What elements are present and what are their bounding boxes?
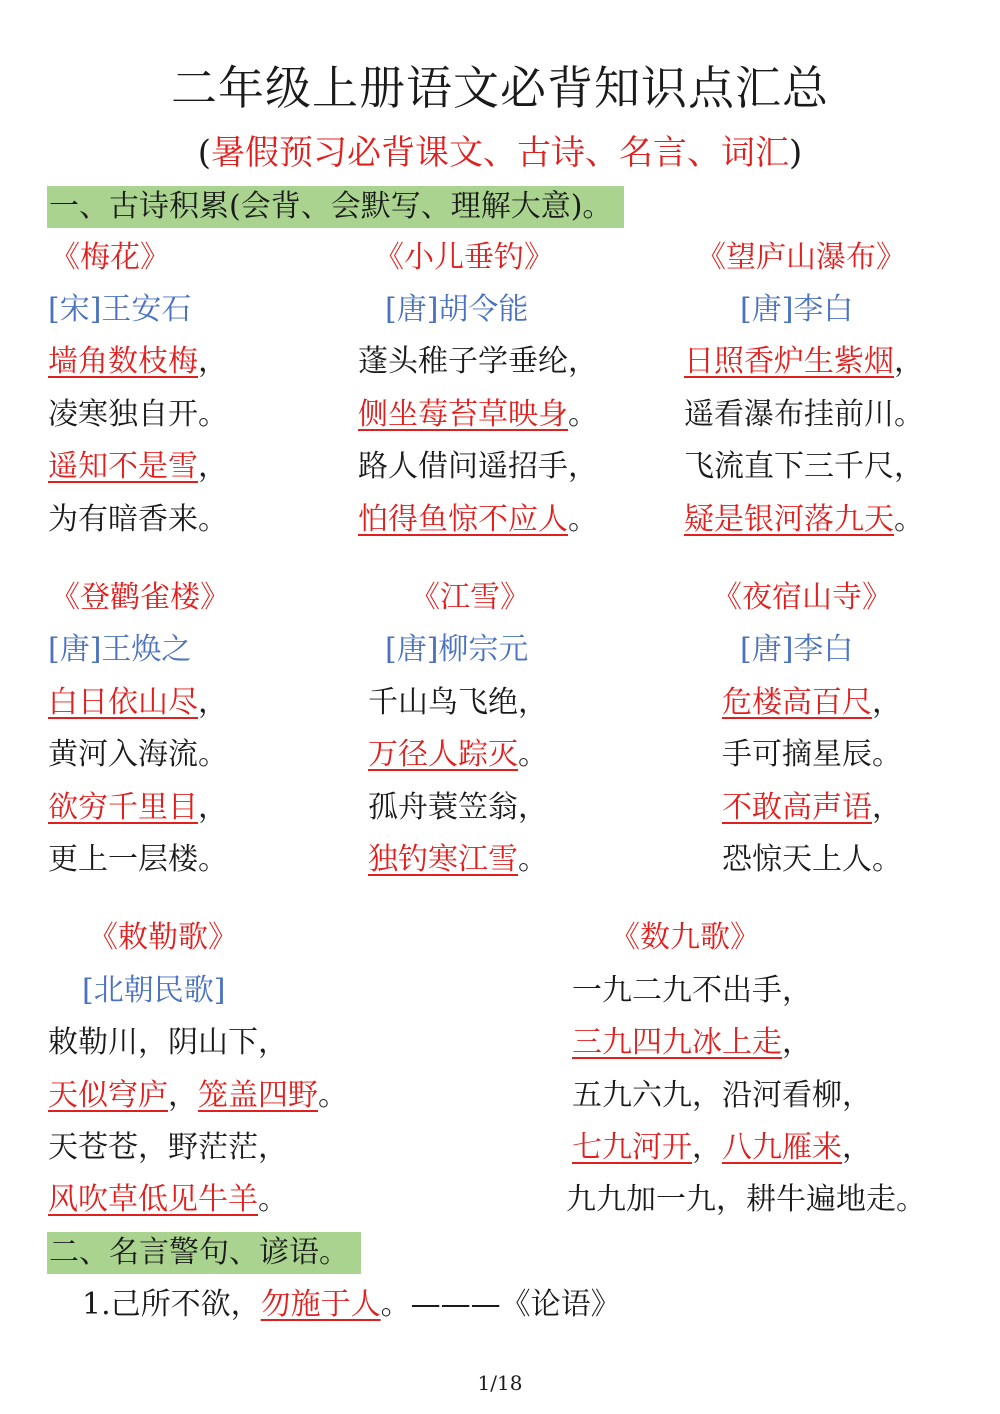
highlight-text: 遥知不是雪	[48, 449, 198, 484]
subtitle-open: (	[197, 133, 211, 173]
poem-author-meihua: [宋]王安石	[48, 292, 192, 327]
punctuation: ，	[198, 685, 228, 720]
poem-line	[48, 1180, 288, 1220]
highlight-text: 风吹草低见牛羊	[48, 1182, 258, 1217]
poem-line	[48, 683, 228, 723]
quote-item	[82, 1285, 621, 1325]
highlight-text: 侧坐莓苔草映身	[358, 397, 568, 432]
poem-line: 恐惊天上人。	[722, 842, 902, 877]
punctuation: ，	[198, 449, 228, 484]
page-title: 二年级上册语文必背知识点汇总	[171, 61, 829, 115]
punctuation: ，	[894, 344, 924, 379]
poem-title-shujiu: 《数九歌》	[610, 920, 760, 955]
poem-line: 天苍苍，野茫茫，	[48, 1130, 288, 1165]
poem-line: 凌寒独自开。	[48, 397, 228, 432]
poem-line: 为有暗香来。	[48, 502, 228, 537]
punctuation: 。	[518, 842, 548, 877]
highlight-text: 笼盖四野	[198, 1078, 318, 1113]
punctuation: ，	[842, 1130, 872, 1165]
highlight-text: 不敢高声语	[722, 790, 872, 825]
punctuation: ，	[198, 790, 228, 825]
poem-author-xiaoer: [唐]胡令能	[385, 292, 529, 327]
section-heading-poems: 一、古诗积累(会背、会默写、理解大意)。	[47, 186, 624, 228]
page-subtitle	[0, 130, 1000, 176]
punctuation: 。	[518, 737, 548, 772]
poem-line	[572, 1023, 812, 1063]
punctuation: 。	[318, 1078, 348, 1113]
poem-line	[722, 788, 902, 828]
poem-line: 敕勒川，阴山下，	[48, 1025, 288, 1060]
poem-line: 飞流直下三千尺，	[684, 449, 924, 484]
poem-line	[48, 788, 228, 828]
poem-line: 一九二九不出手，	[572, 973, 812, 1008]
punctuation: 。	[258, 1182, 288, 1217]
highlight-text: 墙角数枝梅	[48, 344, 198, 379]
punctuation: ，	[198, 344, 228, 379]
poem-title-lushan: 《望庐山瀑布》	[696, 240, 906, 275]
poem-line	[368, 840, 548, 880]
punctuation: ，	[782, 1025, 812, 1060]
poem-line	[684, 342, 924, 382]
highlight-text: 欲穷千里目	[48, 790, 198, 825]
highlight-text: 日照香炉生紫烟	[684, 344, 894, 379]
poem-line: 更上一层楼。	[48, 842, 228, 877]
quote-prefix: 1.己所不欲，	[82, 1287, 261, 1322]
poem-line	[48, 447, 228, 487]
highlight-text: 疑是银河落九天	[684, 502, 894, 537]
poem-line	[722, 683, 902, 723]
poem-line: 孤舟蓑笠翁，	[368, 790, 548, 825]
poem-title-meihua: 《梅花》	[50, 240, 170, 275]
poem-line: 手可摘星辰。	[722, 737, 902, 772]
highlight-text: 白日依山尽	[48, 685, 198, 720]
punctuation: ，	[872, 685, 902, 720]
poem-line	[48, 342, 228, 382]
poem-title-guanque: 《登鹳雀楼》	[50, 580, 230, 615]
highlight-text: 危楼高百尺	[722, 685, 872, 720]
poem-line: 蓬头稚子学垂纶，	[358, 344, 598, 379]
poem-line	[358, 500, 598, 540]
highlight-text: 七九河开	[572, 1130, 692, 1165]
highlight-text: 八九雁来	[722, 1130, 842, 1165]
poem-line	[48, 1076, 348, 1116]
poem-line: 千山鸟飞绝，	[368, 685, 548, 720]
poem-author-yesu: [唐]李白	[740, 632, 854, 667]
poem-line: 九九加一九，耕牛遍地走。	[566, 1182, 926, 1217]
punctuation: 。	[568, 502, 598, 537]
poem-line	[368, 735, 548, 775]
highlight-text: 三九四九冰上走	[572, 1025, 782, 1060]
punctuation: ，	[168, 1078, 198, 1113]
highlight-text: 万径人踪灭	[368, 737, 518, 772]
punctuation: ，	[692, 1130, 722, 1165]
quote-source: 。———《论语》	[380, 1287, 621, 1322]
poem-author-jiangxue: [唐]柳宗元	[385, 632, 529, 667]
poem-line	[358, 395, 598, 435]
punctuation: 。	[568, 397, 598, 432]
poem-title-yesu: 《夜宿山寺》	[712, 580, 892, 615]
poem-line	[572, 1128, 872, 1168]
highlight-text: 天似穹庐	[48, 1078, 168, 1113]
poem-title-chile: 《敕勒歌》	[88, 920, 238, 955]
subtitle-text: 暑假预习必背课文、古诗、名言、词汇	[211, 133, 789, 173]
punctuation: ，	[872, 790, 902, 825]
highlight-text: 独钓寒江雪	[368, 842, 518, 877]
poem-title-jiangxue: 《江雪》	[410, 580, 530, 615]
highlight-text: 怕得鱼惊不应人	[358, 502, 568, 537]
subtitle-close: )	[789, 133, 803, 173]
section-heading-quotes: 二、名言警句、谚语。	[47, 1232, 361, 1274]
poem-line: 遥看瀑布挂前川。	[684, 397, 924, 432]
page-number: 1/18	[477, 1371, 523, 1395]
poem-author-guanque: [唐]王焕之	[48, 632, 192, 667]
poem-author-lushan: [唐]李白	[740, 292, 854, 327]
punctuation: 。	[894, 502, 924, 537]
highlight-text: 勿施于人	[260, 1287, 381, 1322]
poem-line	[684, 500, 924, 540]
poem-line: 黄河入海流。	[48, 737, 228, 772]
poem-title-xiaoer: 《小儿垂钓》	[374, 240, 554, 275]
poem-line: 五九六九，沿河看柳，	[572, 1078, 872, 1113]
poem-author-chile: [北朝民歌]	[82, 973, 226, 1008]
poem-line: 路人借问遥招手，	[358, 449, 598, 484]
